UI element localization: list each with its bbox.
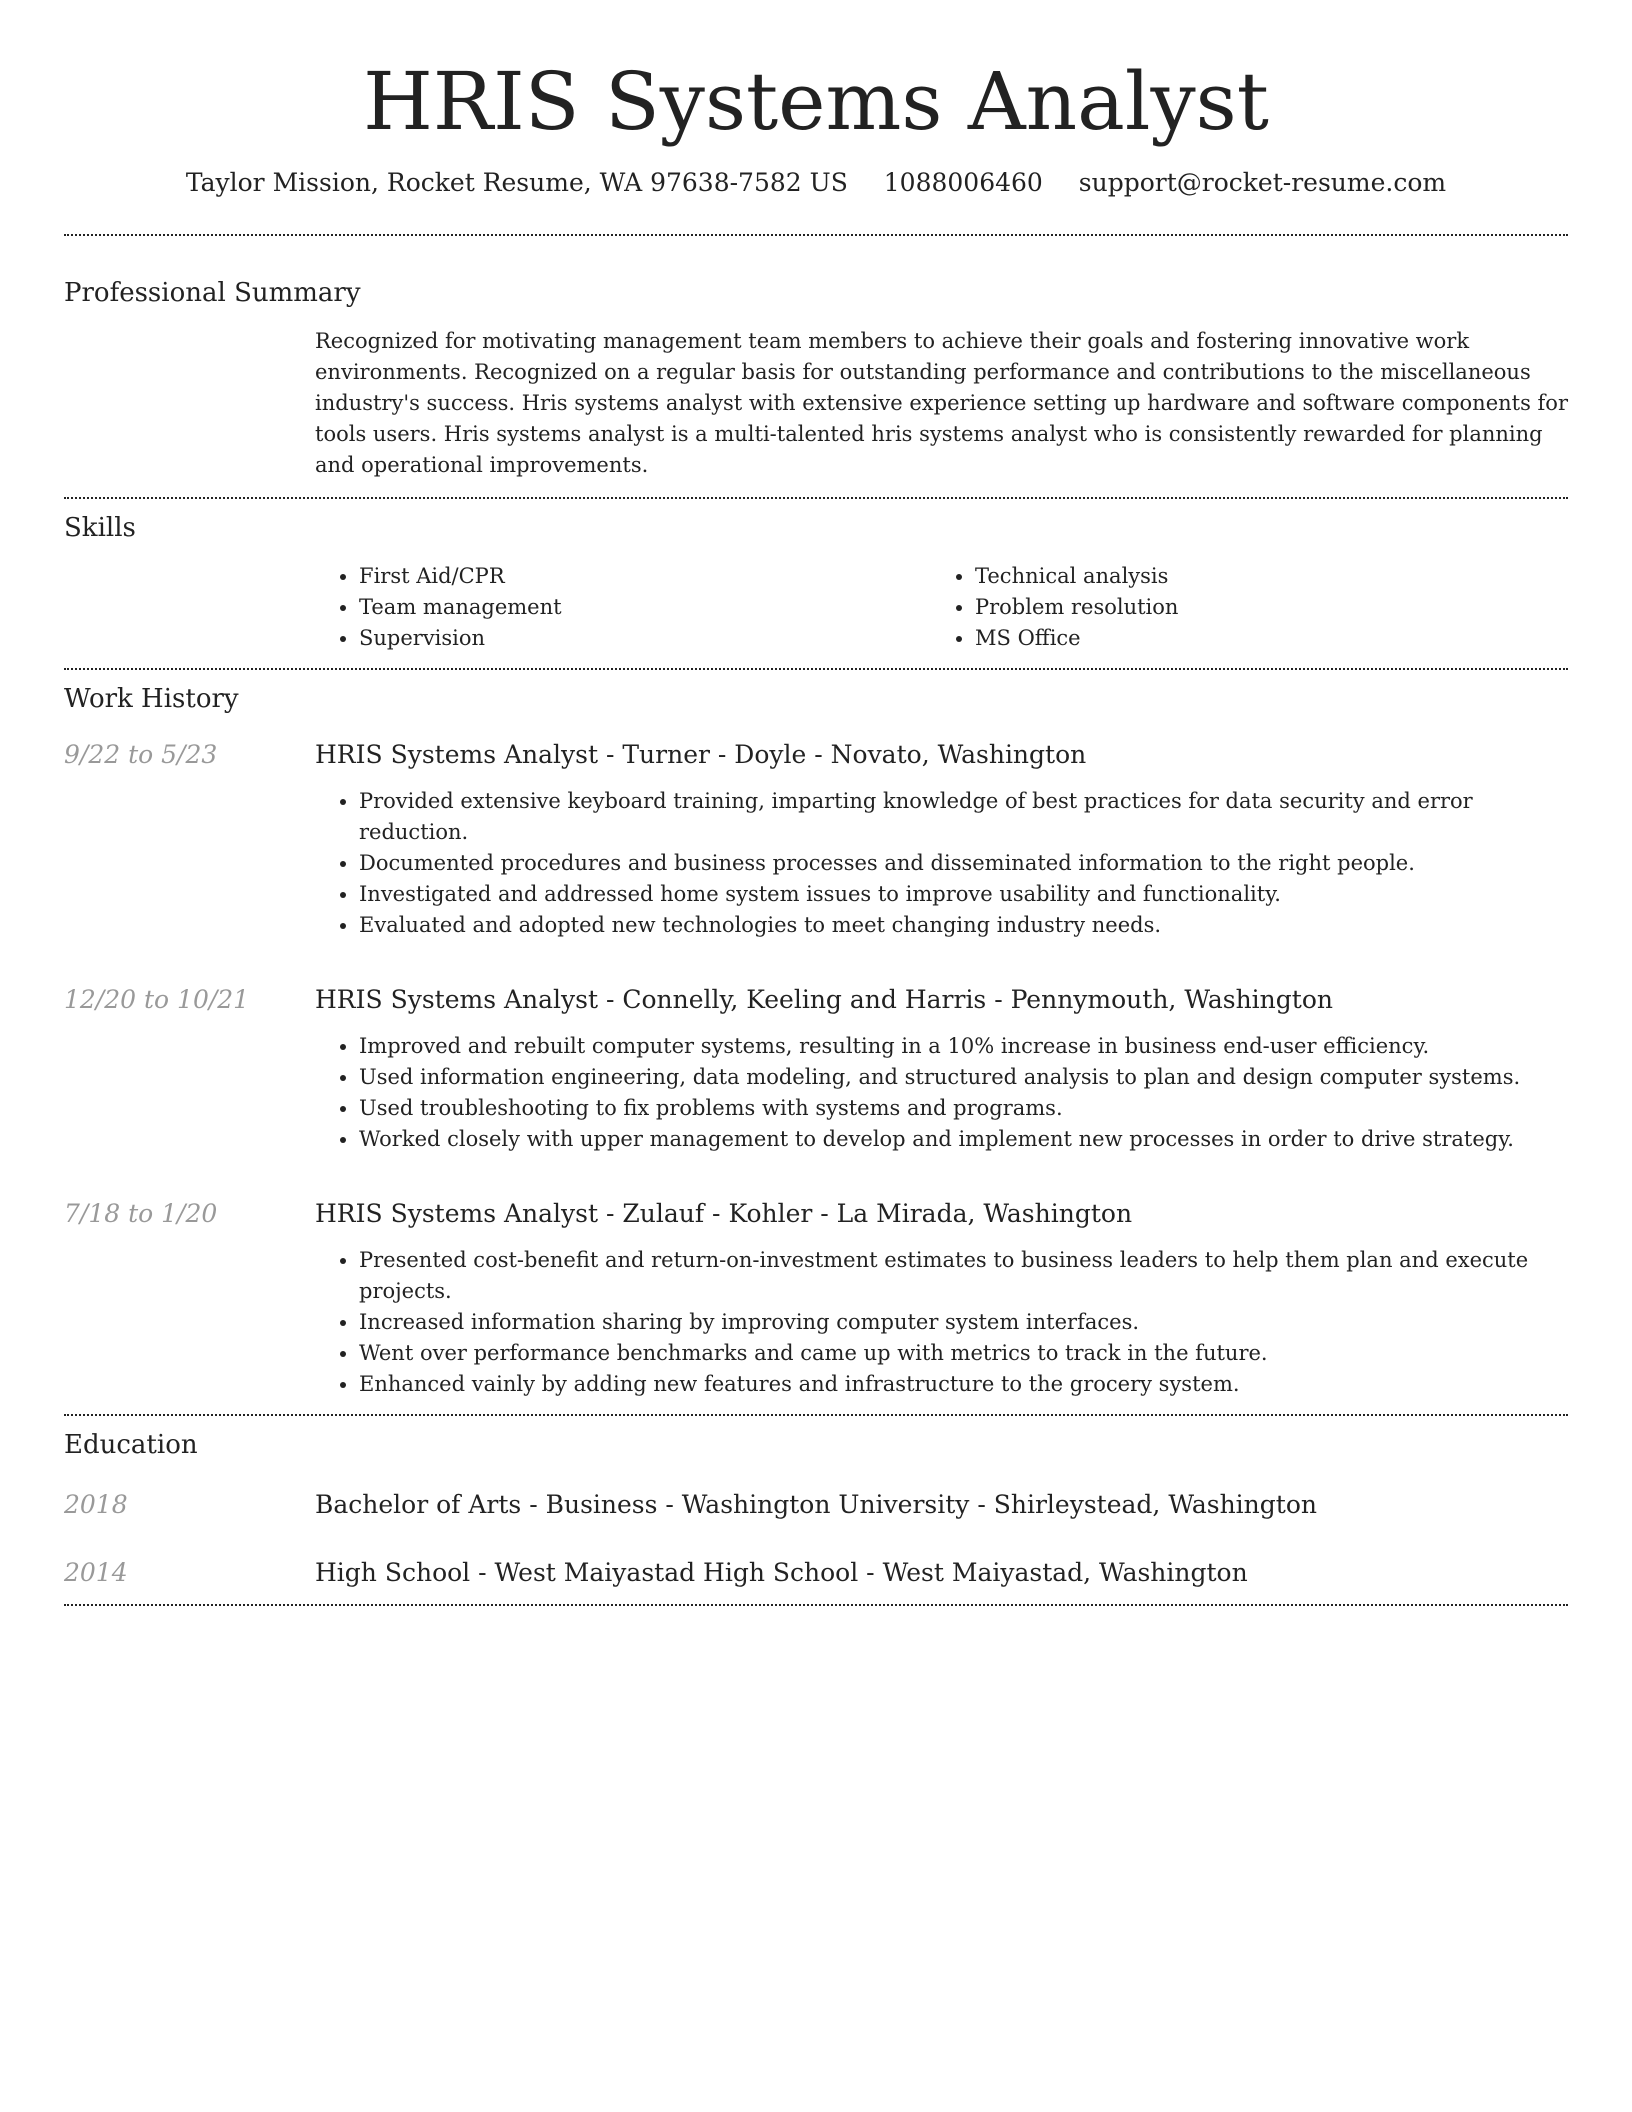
summary-text: Recognized for motivating management team members to achieve their goals and fostering innovative work environments. Recognized on a regular basis for outstanding performance and contributions to the miscellaneous industry's success. Hris systems analyst with extensive experience setting up hardware and software components for tools users. Hris systems analyst is a multi-talented hris systems analyst who is consistently rewarded for planning and operational improvements. (315, 329, 1568, 477)
job-date: 12/20 to 10/21 (64, 985, 250, 1014)
job-bullet: • Used troubleshooting to fix problems with systems and programs. (359, 1093, 1568, 1124)
job-bullet: • Went over performance benchmarks and came up with metrics to track in the future. (359, 1338, 1568, 1369)
job-bullets (315, 1031, 1568, 1155)
job-bullet: • Enhanced vainly by adding new features and infrastructure to the grocery system. (359, 1369, 1568, 1400)
skills-heading: Skills (64, 513, 136, 543)
skill-item: • First Aid/CPR (359, 561, 931, 592)
skill-item: • Team management (359, 592, 931, 623)
job-date: 7/18 to 1/20 (64, 1199, 218, 1228)
contact-line (64, 166, 1568, 200)
skill-item: • MS Office (975, 623, 1531, 654)
skill-item: • Technical analysis (975, 561, 1531, 592)
job-bullet: • Presented cost-benefit and return-on-investment estimates to business leaders to help them plan and execute projects. (359, 1245, 1568, 1307)
education-detail: High School - West Maiyastad High School - West Maiyastad, Washington (315, 1558, 1248, 1587)
job-bullet: • Investigated and addressed home system issues to improve usability and functionality. (359, 879, 1568, 910)
job-entry (64, 983, 1568, 1155)
job-entry (64, 738, 1568, 941)
education-date: 2018 (64, 1490, 128, 1519)
education-date: 2014 (64, 1558, 128, 1587)
skills-grid (315, 561, 1568, 654)
education-entry (64, 1488, 1568, 1522)
skills-section (64, 499, 1568, 654)
job-body (315, 1197, 1568, 1414)
contact-email: support@rocket-resume.com (1078, 168, 1447, 197)
skill-item: • Problem resolution (975, 592, 1531, 623)
job-bullet: • Used information engineering, data modeling, and structured analysis to plan and design computer systems. (359, 1062, 1568, 1093)
job-bullet: • Evaluated and adopted new technologies to meet changing industry needs. (359, 910, 1568, 941)
contact-phone: 1088006460 (883, 168, 1043, 197)
job-date: 9/22 to 5/23 (64, 740, 218, 769)
job-bullet: • Documented procedures and business processes and disseminated information to the right people. (359, 848, 1568, 879)
education-detail: Bachelor of Arts - Business - Washington University - Shirleystead, Washington (315, 1490, 1317, 1519)
job-bullets (315, 786, 1568, 941)
job-bullet: • Worked closely with upper management to develop and implement new processes in order to drive strategy. (359, 1124, 1568, 1155)
work-heading: Work History (64, 684, 239, 714)
job-body (315, 738, 1568, 941)
job-bullet: • Increased information sharing by improving computer system interfaces. (359, 1307, 1568, 1338)
job-title: HRIS Systems Analyst - Turner - Doyle - Novato, Washington (315, 740, 1087, 769)
candidate-name: HRIS Systems Analyst (363, 55, 1269, 148)
skills-list-left (315, 561, 931, 654)
job-title: HRIS Systems Analyst - Zulauf - Kohler - La Mirada, Washington (315, 1199, 1133, 1228)
skills-list-right (931, 561, 1531, 654)
education-section (64, 1416, 1568, 1590)
education-heading: Education (64, 1430, 198, 1460)
job-bullets (315, 1245, 1568, 1400)
education-divider (64, 1604, 1568, 1606)
skill-item: • Supervision (359, 623, 931, 654)
job-bullet: • Provided extensive keyboard training, imparting knowledge of best practices for data security and error reduction. (359, 786, 1568, 848)
job-title: HRIS Systems Analyst - Connelly, Keeling and Harris - Pennymouth, Washington (315, 985, 1333, 1014)
job-bullet: • Improved and rebuilt computer systems, resulting in a 10% increase in business end-user efficiency. (359, 1031, 1568, 1062)
job-entry (64, 1197, 1568, 1414)
job-body (315, 983, 1568, 1155)
contact-address: Taylor Mission, Rocket Resume, WA 97638-7582 US (185, 168, 848, 197)
education-entry (64, 1556, 1568, 1590)
work-section (64, 670, 1568, 1414)
summary-section (64, 236, 1568, 481)
summary-heading: Professional Summary (64, 278, 361, 308)
resume-header (64, 0, 1568, 200)
